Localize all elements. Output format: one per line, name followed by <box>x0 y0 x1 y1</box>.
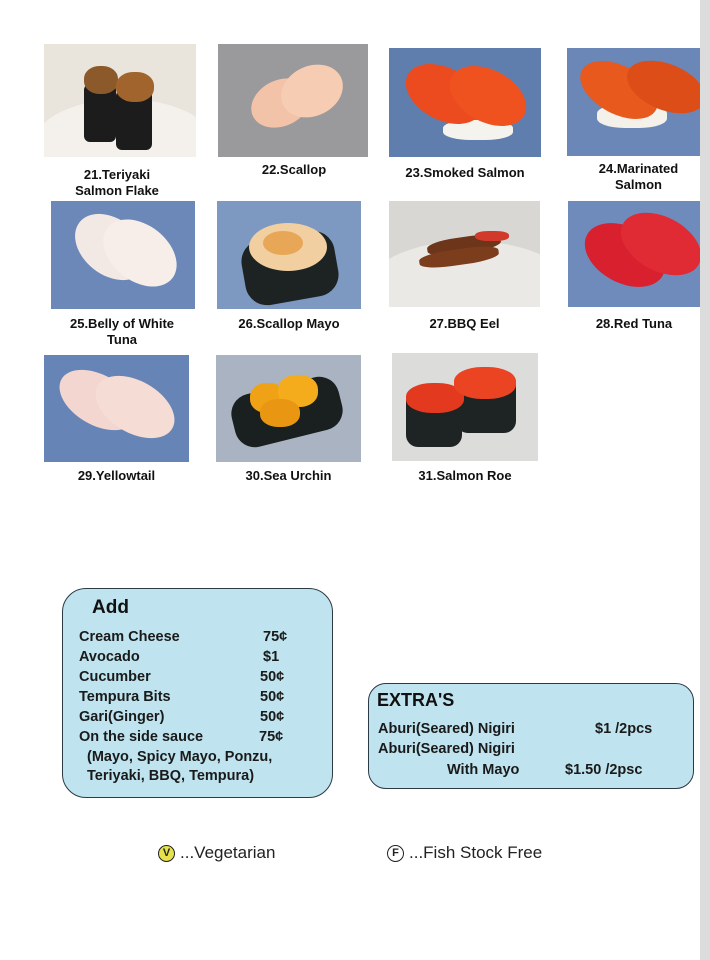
add-row-name: Gari(Ginger) <box>79 709 165 725</box>
add-row-name: On the side sauce <box>79 729 204 745</box>
add-row-name: Cream Cheese <box>79 629 180 645</box>
item-label: 28.Red Tuna <box>595 316 673 331</box>
fish-stock-free-legend-text: ...Fish Stock Free <box>409 843 543 862</box>
extras-price: $1 /2pcs <box>595 721 653 737</box>
bbq-eel-photo <box>389 201 540 307</box>
item-label: 25.Belly of White Tuna <box>69 316 175 347</box>
sauce-list-line: Teriyaki, BBQ, Tempura) <box>87 768 255 784</box>
extras-line: Aburi(Seared) Nigiri <box>378 721 515 737</box>
extras-panel <box>368 683 694 789</box>
smoked-salmon-photo <box>389 48 541 157</box>
item-label: 29.Yellowtail <box>77 468 156 483</box>
add-row-price: 75¢ <box>263 629 288 645</box>
add-row-name: Avocado <box>79 649 140 665</box>
fish-stock-free-icon: F <box>387 845 404 862</box>
add-row-name: Cucumber <box>79 669 151 685</box>
item-label: 27.BBQ Eel <box>429 316 500 331</box>
vegetarian-legend-text: ...Vegetarian <box>180 843 276 862</box>
extras-line: With Mayo <box>447 762 520 778</box>
add-row-name: Tempura Bits <box>79 689 171 705</box>
fish-stock-free-legend <box>387 843 542 863</box>
item-label: 21.Teriyaki Salmon Flake <box>75 167 159 198</box>
add-row-price: 50¢ <box>260 669 285 685</box>
item-label: 31.Salmon Roe <box>418 468 512 483</box>
add-row-price: 50¢ <box>260 709 285 725</box>
item-label: 30.Sea Urchin <box>245 468 332 483</box>
red-tuna-photo <box>568 201 710 307</box>
add-row-price: 75¢ <box>259 729 284 745</box>
marinated-salmon-photo <box>567 48 710 156</box>
item-label: 23.Smoked Salmon <box>405 165 525 180</box>
item-label: 26.Scallop Mayo <box>238 316 340 331</box>
sea-urchin-photo <box>216 355 361 462</box>
teriyaki-salmon-flake-photo <box>44 44 196 157</box>
white-tuna-belly-photo <box>51 201 195 309</box>
scallop-photo <box>218 44 368 157</box>
add-title: Add <box>92 597 129 618</box>
extras-title: EXTRA'S <box>377 690 455 710</box>
scallop-mayo-photo <box>217 201 361 309</box>
sauce-list-line: (Mayo, Spicy Mayo, Ponzu, <box>87 749 273 765</box>
extras-price: $1.50 /2psc <box>565 762 643 778</box>
add-row-price: 50¢ <box>260 689 285 705</box>
add-row-price: $1 <box>263 649 280 665</box>
vegetarian-legend <box>158 843 275 863</box>
vegetarian-icon: V <box>158 845 175 862</box>
item-label: 22.Scallop <box>261 162 327 177</box>
salmon-roe-photo <box>392 353 538 461</box>
page-edge <box>700 0 710 960</box>
add-ons-panel <box>62 588 333 798</box>
item-label: 24.Marinated Salmon <box>598 161 679 192</box>
yellowtail-photo <box>44 355 189 462</box>
extras-line: Aburi(Seared) Nigiri <box>378 741 515 757</box>
